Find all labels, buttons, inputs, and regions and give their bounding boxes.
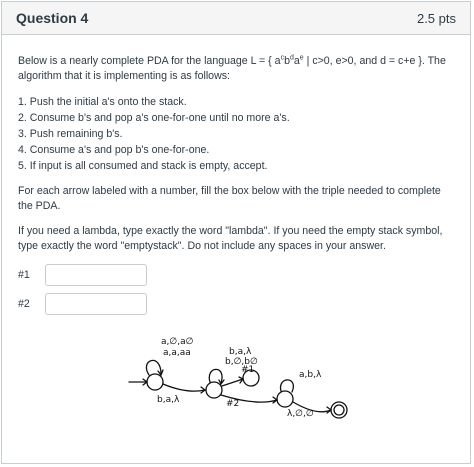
loop-label-2: a,a,aa — [163, 348, 191, 358]
edge-label-5: λ,∅,∅ — [287, 409, 314, 419]
question-title: Question 4 — [16, 10, 89, 26]
question-card — [1, 1, 471, 464]
state-4 — [277, 391, 293, 407]
question-instruction: For each arrow labeled with a number, fill the box below with the triple needed to complete the PDA. — [18, 185, 441, 212]
question-body — [2, 35, 470, 315]
question-points: 2.5 pts — [416, 10, 456, 26]
edge-label-2: b,a,λ — [157, 395, 180, 405]
loop-label-3: b,a,λ — [229, 347, 252, 357]
state-5-inner — [334, 405, 344, 415]
edge-label-4: a,b,λ — [299, 370, 322, 380]
step-item: 2. Consume b's and pop a's one-for-one until no more a's. — [18, 112, 290, 124]
edge-1-2 — [163, 384, 205, 391]
question-intro: Below is a nearly complete PDA for the language L = { $a^cb^da^e$ | c>0, e>0, and d = c+e }. The algorithm that it is implementing is as follows: — [18, 54, 446, 82]
step-item: 4. Consume a's and pop b's one-for-one. — [18, 144, 210, 156]
state-2 — [206, 382, 222, 398]
question-header — [2, 2, 470, 35]
loop-label-4: b,∅,b∅ — [225, 357, 258, 367]
step-item: 3. Push remaining b's. — [18, 128, 123, 140]
blank-input-2[interactable] — [45, 293, 147, 315]
state-4-loop — [281, 380, 294, 392]
blank-label-1: #1 — [18, 268, 30, 281]
step-item: 1. Push the initial a's onto the stack. — [18, 96, 187, 108]
lambda-note: If you need a lambda, type exactly the word "lambda". If you need the empty stack symbol, type exactly the word "emptystack". Do not include any spaces in your answer. — [18, 225, 443, 252]
step-item: 5. If input is all consumed and stack is empty, accept. — [18, 160, 268, 172]
state-1 — [147, 374, 163, 390]
pda-diagram — [117, 330, 357, 430]
blank-label-2: #2 — [18, 297, 30, 310]
edge-label-3: #2 — [226, 399, 240, 409]
algorithm-steps — [18, 94, 454, 174]
edge-label-1: #1 — [241, 365, 255, 375]
loop-label-1: a,∅,a∅ — [161, 337, 194, 347]
blank-row-1 — [18, 264, 454, 286]
blank-row-2 — [18, 293, 454, 315]
blank-input-1[interactable] — [45, 264, 147, 286]
